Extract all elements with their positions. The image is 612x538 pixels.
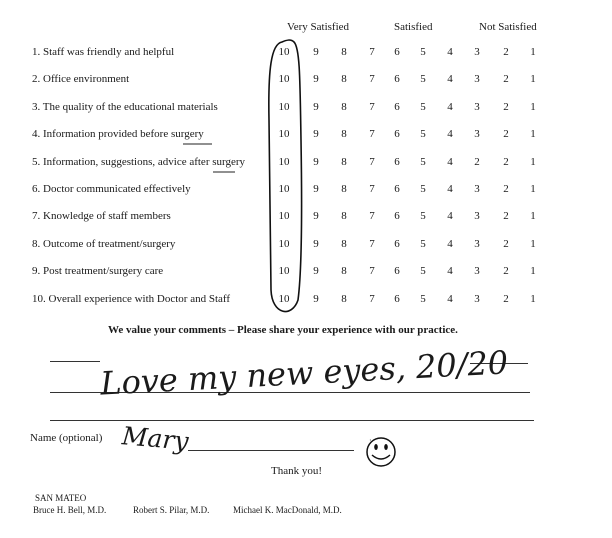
rating-option: 2 (474, 156, 480, 168)
rating-option: 4 (447, 183, 453, 195)
question-label: 8. Outcome of treatment/surgery (32, 238, 176, 250)
scale-very-satisfied: Very Satisfied (287, 21, 350, 33)
rating-option: 5 (420, 128, 426, 140)
question-label: 2. Office environment (32, 73, 130, 85)
rating-option: 9 (313, 128, 319, 140)
footer-doctor: Bruce H. Bell, M.D. (33, 505, 107, 515)
question-label: 9. Post treatment/surgery care (32, 265, 164, 277)
rating-option: 3 (474, 128, 480, 140)
question-label: 10. Overall experience with Doctor and Staff (32, 293, 231, 305)
rating-option: 5 (420, 238, 426, 250)
rating-option: 5 (420, 73, 426, 85)
rating-option: 1 (530, 101, 536, 113)
rating-option: 8 (341, 156, 347, 168)
rating-option: 5 (420, 156, 426, 168)
rating-option: 2 (503, 293, 509, 305)
rating-option: 3 (474, 101, 480, 113)
rating-option: 9 (313, 238, 319, 250)
rating-option: 2 (503, 183, 509, 195)
rating-option: 5 (420, 101, 426, 113)
rating-option: 4 (447, 265, 453, 277)
rating-option: 10 (278, 128, 290, 140)
rating-option: 1 (530, 210, 536, 222)
rating-option: 3 (474, 238, 480, 250)
question-label: 4. Information provided before surgery (32, 128, 204, 140)
rating-option: 1 (530, 183, 536, 195)
rating-option: 8 (341, 73, 347, 85)
rating-option: 4 (447, 73, 453, 85)
rating-option: 5 (420, 210, 426, 222)
rating-option: 1 (530, 73, 536, 85)
rating-option: 9 (313, 46, 319, 58)
rating-option: 10 (278, 183, 290, 195)
handwritten-name: Mary (120, 421, 190, 456)
rating-option: 9 (313, 101, 319, 113)
rating-option: 4 (447, 210, 453, 222)
rating-option: 7 (369, 73, 375, 85)
rating-option: 1 (530, 265, 536, 277)
rating-option: 10 (278, 238, 290, 250)
rating-option: 10 (278, 210, 290, 222)
rating-option: 9 (313, 183, 319, 195)
rating-option: 7 (369, 46, 375, 58)
rating-option: 7 (369, 238, 375, 250)
rating-option: 1 (530, 238, 536, 250)
rating-option: 8 (341, 46, 347, 58)
rating-option: 1 (530, 293, 536, 305)
rating-option: 6 (394, 101, 400, 113)
rating-option: 6 (394, 73, 400, 85)
scale-satisfied: Satisfied (394, 21, 433, 33)
rating-option: 2 (503, 128, 509, 140)
rating-option: 1 (530, 46, 536, 58)
rating-option: 2 (503, 210, 509, 222)
rating-option: 8 (341, 238, 347, 250)
rating-option: 10 (278, 293, 290, 305)
rating-option: 2 (503, 46, 509, 58)
rating-option: 3 (474, 73, 480, 85)
comments-heading: We value your comments – Please share your experience with our practice. (108, 324, 458, 336)
rating-option: 7 (369, 265, 375, 277)
rating-option: 10 (278, 46, 290, 58)
rating-option: 4 (447, 46, 453, 58)
rating-option: 8 (341, 101, 347, 113)
question-label: 5. Information, suggestions, advice after surgery (32, 156, 246, 168)
rating-option: 5 (420, 183, 426, 195)
rating-option: 4 (447, 156, 453, 168)
rating-option: 3 (474, 46, 480, 58)
rating-option: 6 (394, 183, 400, 195)
question-label: 6. Doctor communicated effectively (32, 183, 191, 195)
question-label: 7. Knowledge of staff members (32, 210, 171, 222)
rating-option: 5 (420, 265, 426, 277)
rating-option: 6 (394, 238, 400, 250)
scale-not-satisfied: Not Satisfied (479, 21, 537, 33)
rating-option: 10 (278, 73, 290, 85)
rating-option: 7 (369, 101, 375, 113)
rating-option: 9 (313, 265, 319, 277)
rating-option: 4 (447, 238, 453, 250)
rating-option: 10 (278, 156, 290, 168)
rating-option: 4 (447, 101, 453, 113)
rating-option: 10 (278, 265, 290, 277)
rating-option: 7 (369, 156, 375, 168)
rating-option: 9 (313, 73, 319, 85)
rating-option: 4 (447, 128, 453, 140)
rating-option: 7 (369, 128, 375, 140)
name-label: Name (optional) (30, 432, 103, 444)
thank-you: Thank you! (271, 465, 323, 477)
rating-option: 9 (313, 293, 319, 305)
rating-option: 8 (341, 128, 347, 140)
question-label: 1. Staff was friendly and helpful (32, 46, 175, 58)
rating-option: 2 (503, 156, 509, 168)
footer-location: SAN MATEO (35, 493, 87, 503)
rating-option: 2 (503, 265, 509, 277)
rating-option: 5 (420, 46, 426, 58)
rating-option: 2 (503, 238, 509, 250)
rating-option: 6 (394, 46, 400, 58)
rating-option: 8 (341, 293, 347, 305)
rating-option: 9 (313, 156, 319, 168)
rating-option: 4 (447, 293, 453, 305)
rating-option: 8 (341, 183, 347, 195)
rating-option: 6 (394, 156, 400, 168)
rating-option: 3 (474, 183, 480, 195)
rating-option: 2 (503, 101, 509, 113)
question-label: 3. The quality of the educational materials (32, 101, 218, 113)
rating-option: 3 (474, 293, 480, 305)
rating-option: 7 (369, 183, 375, 195)
rating-option: 8 (341, 265, 347, 277)
rating-option: 7 (369, 293, 375, 305)
rating-option: 6 (394, 128, 400, 140)
rating-option: 3 (474, 265, 480, 277)
rating-option: 6 (394, 265, 400, 277)
rating-option: 1 (530, 156, 536, 168)
footer-doctor: Robert S. Pilar, M.D. (133, 505, 210, 515)
rating-option: 2 (503, 73, 509, 85)
rating-option: 3 (474, 210, 480, 222)
rating-option: 9 (313, 210, 319, 222)
handwritten-comment: Love my new eyes, 20/20 (99, 343, 510, 403)
rating-option: 6 (394, 210, 400, 222)
rating-option: 6 (394, 293, 400, 305)
rating-option: 5 (420, 293, 426, 305)
footer-doctor: Michael K. MacDonald, M.D. (233, 505, 342, 515)
rating-option: 1 (530, 128, 536, 140)
rating-option: 8 (341, 210, 347, 222)
rating-option: 10 (278, 101, 290, 113)
rating-option: 7 (369, 210, 375, 222)
